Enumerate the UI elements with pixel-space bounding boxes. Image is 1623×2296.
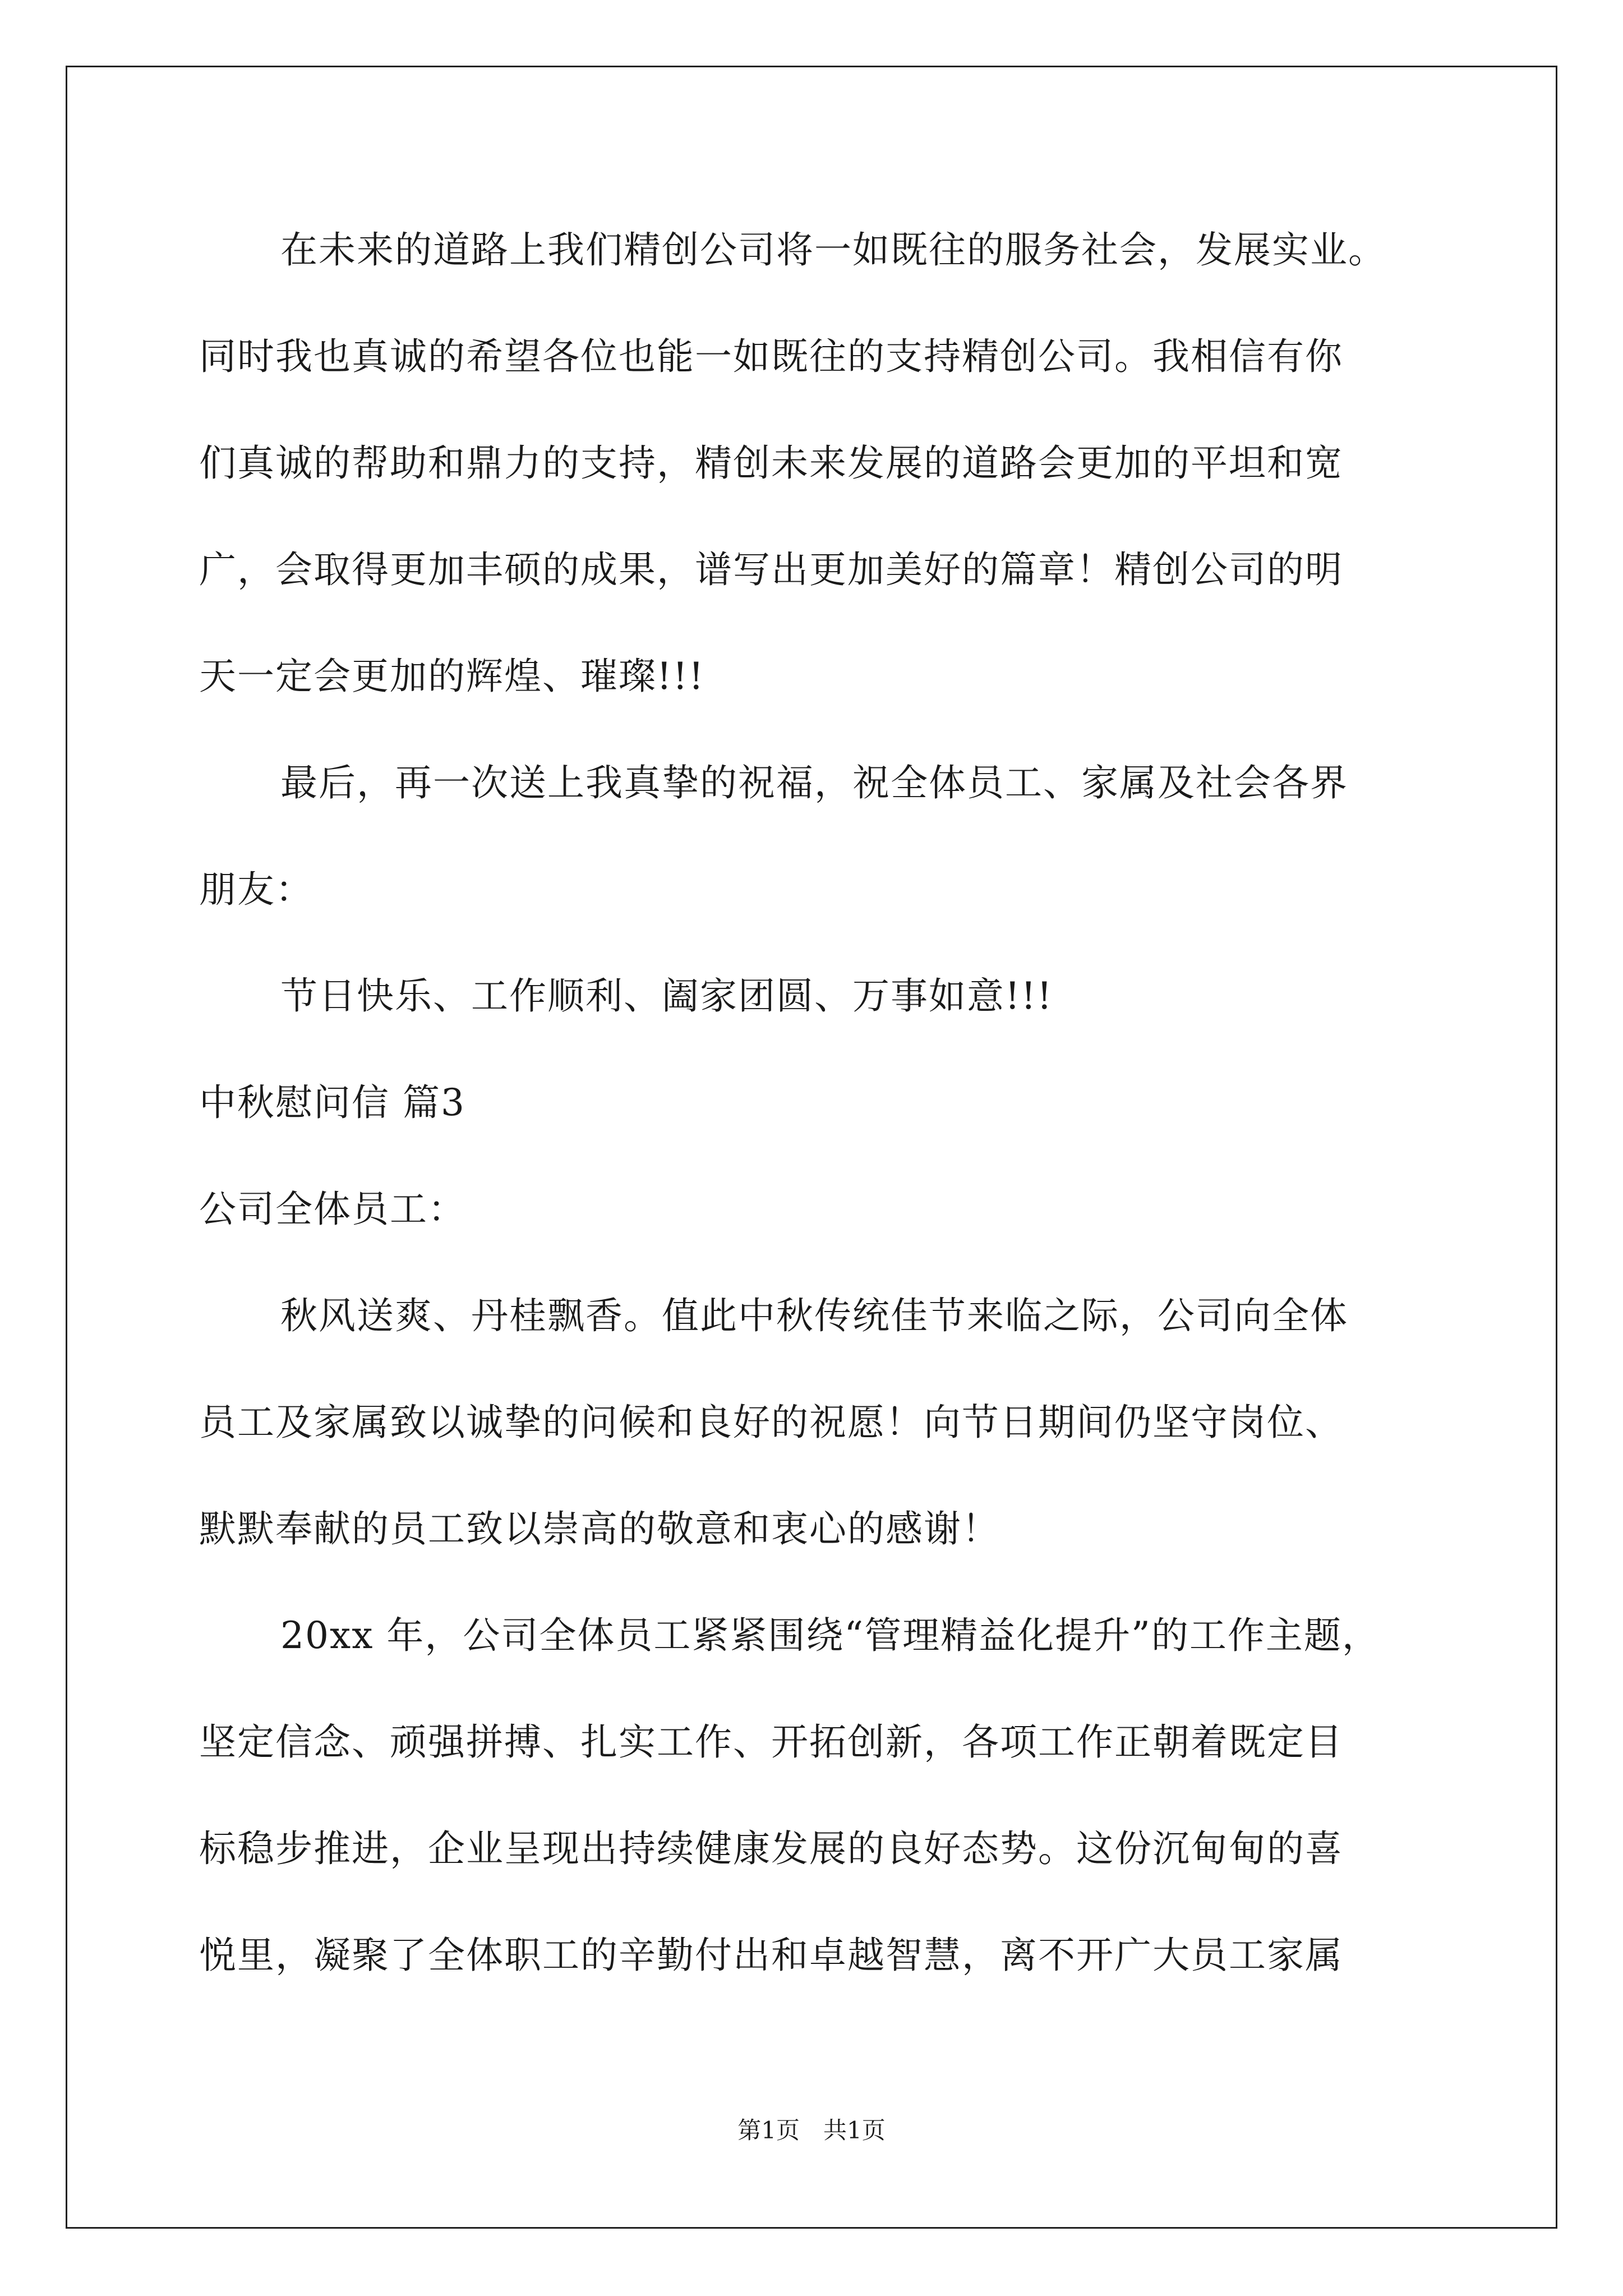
body-line: 默默奉献的员工致以崇高的敬意和衷心的感谢！: [199, 1507, 1000, 1550]
body-line: 广，会取得更加丰硕的成果，谱写出更加美好的篇章！精创公司的明: [199, 548, 1343, 591]
salutation: 公司全体员工：: [199, 1188, 466, 1231]
section-heading: 中秋慰问信 篇3: [199, 1081, 465, 1124]
body-line: 坚定信念、顽强拼搏、扎实工作、开拓创新，各项工作正朝着既定目: [199, 1720, 1343, 1764]
body-line: 天一定会更加的辉煌、璀璨!!!: [199, 655, 705, 698]
page-border: [66, 66, 1557, 2229]
body-line: 悦里，凝聚了全体职工的辛勤付出和卓越智慧，离不开广大员工家属: [199, 1934, 1343, 1977]
body-line: 朋友：: [199, 868, 313, 911]
body-line: 员工及家属致以诚挚的问候和良好的祝愿！向节日期间仍坚守岗位、: [199, 1401, 1343, 1444]
body-line: 节日快乐、工作顺利、阖家团圆、万事如意!!!: [280, 974, 1053, 1018]
body-line: 秋风送爽、丹桂飘香。值此中秋传统佳节来临之际，公司向全体: [280, 1294, 1348, 1337]
page-number: 第1页 共1页: [737, 2116, 886, 2144]
body-line: 同时我也真诚的希望各位也能一如既往的支持精创公司。我相信有你: [199, 335, 1343, 378]
body-line: 在未来的道路上我们精创公司将一如既往的服务社会，发展实业。: [280, 228, 1386, 272]
body-line: 20xx 年，公司全体员工紧紧围绕“管理精益化提升”的工作主题，: [280, 1614, 1380, 1657]
body-line: 们真诚的帮助和鼎力的支持，精创未来发展的道路会更加的平坦和宽: [199, 441, 1343, 485]
body-line: 最后，再一次送上我真挚的祝福，祝全体员工、家属及社会各界: [280, 761, 1348, 804]
body-line: 标稳步推进，企业呈现出持续健康发展的良好态势。这份沉甸甸的喜: [199, 1827, 1343, 1870]
